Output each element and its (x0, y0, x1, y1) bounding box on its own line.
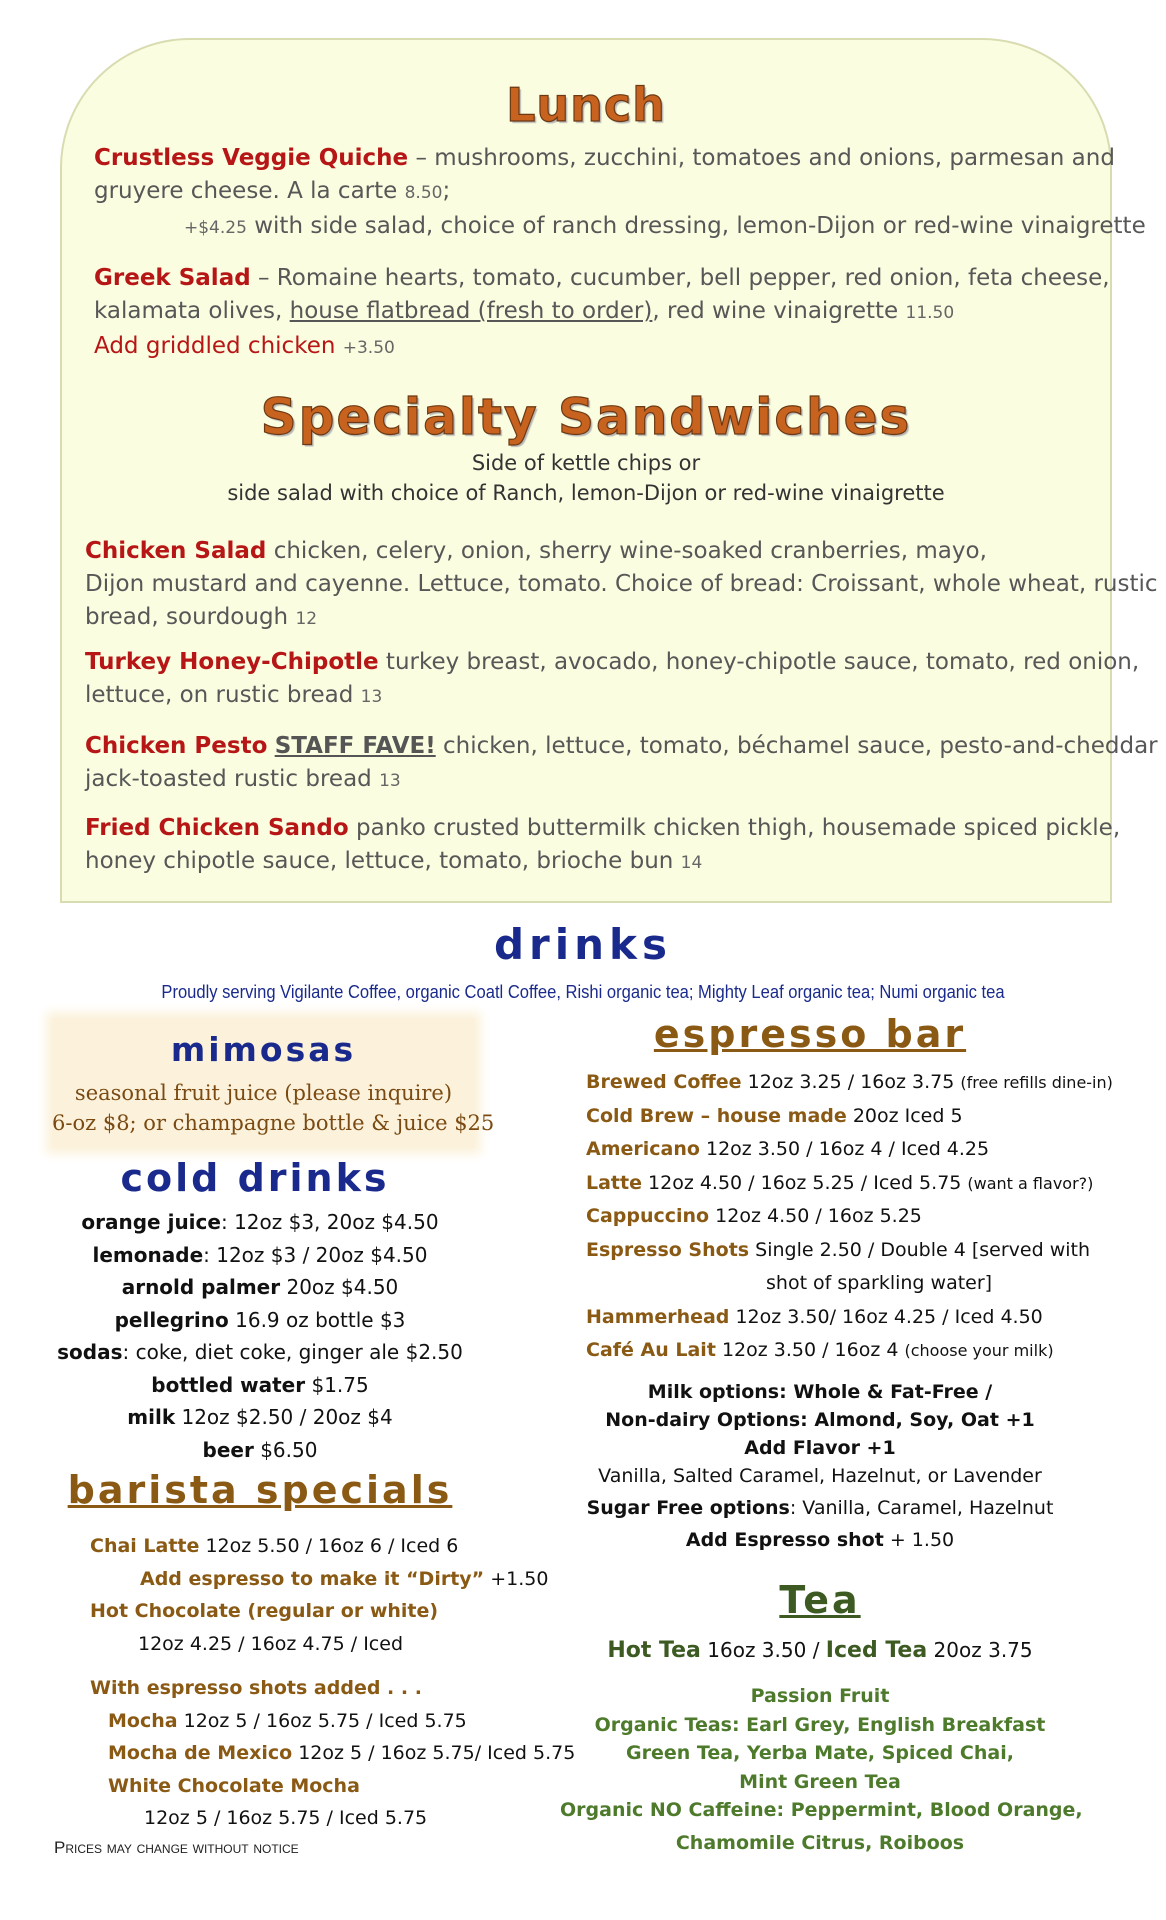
espresso-row: Latte 12oz 4.50 / 16oz 5.25 / Iced 5.75 (want a flavor?) (586, 1171, 1094, 1194)
tea-line: Green Tea, Yerba Mate, Spiced Chai, (626, 1742, 1014, 1764)
mimosas-desc (52, 1078, 495, 1138)
barista-row: Hot Chocolate (regular or white) (90, 1600, 439, 1622)
espresso-row: Espresso Shots Single 2.50 / Double 4 [served with (586, 1238, 1091, 1261)
lunch-title: Lunch (506, 78, 666, 132)
tea-title: Tea (779, 1578, 861, 1622)
barista-row: 12oz 4.25 / 16oz 4.75 / Iced (138, 1632, 403, 1655)
addon-desc: with side salad, choice of ranch dressing, lemon-Dijon or red-wine vinaigrette (246, 213, 1146, 239)
item-name: Chicken Pesto (85, 733, 268, 759)
item-desc: , red wine vinaigrette (652, 298, 906, 324)
espresso-row: Cappuccino 12oz 4.50 / 16oz 5.25 (586, 1205, 922, 1227)
item-name: Fried Chicken Sando (85, 815, 349, 841)
flavor-list: Vanilla, Salted Caramel, Hazelnut, or Lavender (598, 1465, 1042, 1487)
addon-desc: Add griddled chicken (94, 333, 343, 359)
sandwiches-title: Specialty Sandwiches (260, 388, 912, 446)
item-price: 11.50 (905, 303, 955, 323)
mimosas-line: 6-oz $8; or champagne bottle & juice $25 (52, 1111, 495, 1135)
item-desc: honey chipotle sauce, lettuce, tomato, brioche bun (85, 848, 681, 874)
item-desc: – Romaine hearts, tomato, cucumber, bell pepper, red onion, feta cheese, (250, 265, 1110, 291)
barista-row: Mocha de Mexico 12oz 5 / 16oz 5.75/ Iced 5.75 (108, 1742, 576, 1764)
cold-drinks-title: cold drinks (120, 1156, 390, 1200)
item-price: 12 (295, 609, 318, 629)
menu-item-greek-salad (94, 262, 1110, 365)
barista-row: With espresso shots added . . . (90, 1677, 422, 1699)
mimosas-title: mimosas (170, 1030, 357, 1069)
item-price: 8.50 (404, 183, 443, 203)
barista-row: Mocha 12oz 5 / 16oz 5.75 / Iced 5.75 (108, 1709, 467, 1732)
cold-drink-row: milk 12oz $2.50 / 20oz $4 (127, 1405, 393, 1429)
item-desc: kalamata olives, (94, 298, 290, 324)
espresso-row: Hammerhead 12oz 3.50/ 16oz 4.25 / Iced 4.50 (586, 1305, 1043, 1328)
cold-drink-row: pellegrino 16.9 oz bottle $3 (114, 1307, 406, 1332)
barista-list (90, 1530, 576, 1835)
tea-line: Passion Fruit (750, 1685, 890, 1707)
cold-drink-row: bottled water $1.75 (151, 1372, 369, 1397)
menu-item-quiche (94, 142, 1146, 245)
subtitle-line: side salad with choice of Ranch, lemon-Dijon or red-wine vinaigrette (227, 481, 945, 505)
tea-line: Organic Teas: Earl Grey, English Breakfast (594, 1713, 1046, 1736)
tea-line: Chamomile Citrus, Roiboos (675, 1831, 965, 1854)
milk-options: Non-dairy Options: Almond, Soy, Oat +1 (605, 1409, 1035, 1431)
espresso-list (586, 1066, 1146, 1368)
subtitle-line: Side of kettle chips or (471, 451, 701, 475)
mimosas-line: seasonal fruit juice (please inquire) (74, 1081, 453, 1105)
espresso-title: espresso bar (653, 1012, 967, 1056)
item-desc: lettuce, on rustic bread (85, 682, 361, 708)
item-punct: ; (442, 178, 451, 204)
barista-row: White Chocolate Mocha (108, 1774, 360, 1797)
espresso-row: Americano 12oz 3.50 / 16oz 4 / Iced 4.25 (586, 1138, 990, 1160)
item-price: 13 (360, 687, 383, 707)
espresso-row: Brewed Coffee 12oz 3.25 / 16oz 3.75 (free refills dine-in) (586, 1071, 1113, 1093)
item-desc: bread, sourdough (85, 604, 296, 630)
item-desc: panko crusted buttermilk chicken thigh, housemade spiced pickle, (348, 815, 1121, 841)
item-name: Crustless Veggie Quiche (94, 145, 409, 171)
price-notice: Prices may change without notice (54, 1838, 299, 1857)
item-desc: gruyere cheese. A la carte (94, 178, 405, 204)
item-price: 13 (379, 771, 401, 791)
item-name: Turkey Honey-Chipotle (85, 649, 379, 675)
tea-prices: Hot Tea 16oz 3.50 / Iced Tea 20oz 3.75 (607, 1638, 1033, 1663)
drinks-title: drinks (493, 920, 672, 969)
menu-item-chicken-salad (85, 535, 1158, 636)
tea-line: Organic NO Caffeine: Peppermint, Blood Orange, (560, 1799, 1083, 1821)
espresso-options (560, 1378, 1080, 1554)
sugar-free-options: Sugar Free options: Vanilla, Caramel, Hazelnut (586, 1497, 1054, 1519)
item-price: 14 (680, 853, 703, 873)
cold-drink-row: sodas: coke, diet coke, ginger ale $2.50 (57, 1340, 463, 1364)
menu-item-turkey (85, 646, 1140, 714)
milk-options: Milk options: Whole & Fat-Free / (647, 1381, 993, 1403)
item-desc: jack-toasted rustic bread (85, 766, 380, 792)
item-desc: Dijon mustard and cayenne. Lettuce, tomato. Choice of bread: Croissant, whole wheat, rustic (85, 571, 1158, 597)
cold-drinks-list (40, 1206, 480, 1466)
espresso-row: shot of sparkling water] (766, 1272, 993, 1294)
staff-fave-badge: STAFF FAVE! (274, 733, 436, 759)
item-desc: chicken, celery, onion, sherry wine-soaked cranberries, mayo, (266, 538, 987, 564)
barista-row: 12oz 5 / 16oz 5.75 / Iced 5.75 (144, 1807, 428, 1829)
cold-drink-row: arnold palmer 20oz $4.50 (121, 1275, 399, 1299)
item-name: Chicken Salad (85, 538, 267, 564)
barista-row: Add espresso to make it “Dirty” +1.50 (140, 1567, 549, 1590)
cold-drink-row: orange juice: 12oz $3, 20oz $4.50 (81, 1210, 439, 1234)
tea-line: Mint Green Tea (739, 1770, 901, 1793)
cold-drink-row: beer $6.50 (202, 1437, 318, 1462)
menu-item-chicken-pesto (85, 730, 1158, 798)
item-desc: – mushrooms, zucchini, tomatoes and onions, parmesan and (408, 145, 1115, 171)
addon-price: +$4.25 (184, 218, 247, 238)
drinks-subtitle: Proudly serving Vigilante Coffee, organic Coatl Coffee, Rishi organic tea; Mighty Leaf organic tea; Numi organic tea (161, 982, 1005, 1002)
flatbread-note: house flatbread (fresh to order) (289, 298, 653, 324)
menu-item-fried-chicken (85, 812, 1121, 880)
espresso-row: Cold Brew – house made 20oz Iced 5 (586, 1104, 963, 1127)
item-desc: turkey breast, avocado, honey-chipotle sauce, tomato, red onion, (378, 649, 1140, 675)
cold-drink-row: lemonade: 12oz $3 / 20oz $4.50 (92, 1242, 428, 1267)
flavor-addon: Add Flavor +1 (744, 1437, 896, 1459)
item-name: Greek Salad (94, 265, 251, 291)
sandwiches-subtitle (60, 448, 1112, 508)
barista-row: Chai Latte 12oz 5.50 / 16oz 6 / Iced 6 (90, 1535, 459, 1557)
espresso-shot-addon: Add Espresso shot + 1.50 (685, 1529, 955, 1551)
item-desc: chicken, lettuce, tomato, béchamel sauce, pesto-and-cheddar (435, 733, 1158, 759)
espresso-row: Café Au Lait 12oz 3.50 / 16oz 4 (choose your milk) (586, 1339, 1054, 1361)
tea-list (560, 1682, 1083, 1857)
addon-price: +3.50 (342, 338, 395, 358)
barista-title: barista specials (67, 1468, 453, 1512)
